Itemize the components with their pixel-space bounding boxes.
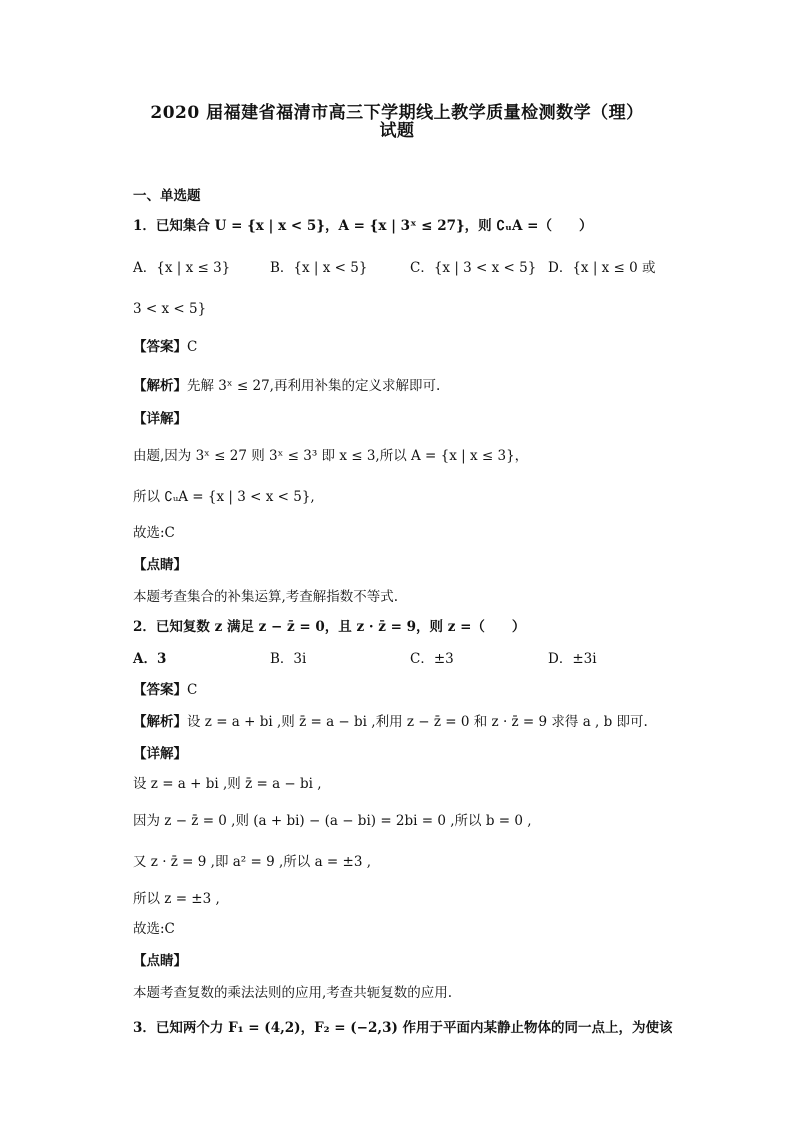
q1-detail-label: 【详解】 (133, 411, 187, 427)
q1-choose: 故选:C (133, 525, 175, 541)
q2-comment-label: 【点睛】 (133, 953, 187, 969)
analysis-text: 先解 3ˣ ≤ 27,再利用补集的定义求解即可. (187, 378, 441, 394)
q1-detail-line-1: 由题,因为 3ˣ ≤ 27 则 3ˣ ≤ 3³ 即 x ≤ 3,所以 A = {x | x ≤ 3}， (133, 448, 529, 464)
q2-option-a: A．3 (133, 651, 167, 667)
q2-detail-line-2: 因为 z − z̄ = 0 ,则 (a + bi) − (a − bi) = 2bi = 0 ,所以 b = 0 , (133, 813, 532, 829)
question-2-stem: 2．已知复数 z 满足 z − z̄ = 0，且 z · z̄ = 9，则 z =（ ） (133, 619, 526, 635)
analysis-label: 【解析】 (133, 378, 187, 394)
q1-option-d: D．{x | x ≤ 0 或 (548, 260, 656, 276)
q2-detail-line-1: 设 z = a + bi ,则 z̄ = a − bi , (133, 776, 322, 792)
q2-comment: 本题考查复数的乘法法则的应用,考查共轭复数的应用. (133, 985, 453, 1001)
answer-label: 【答案】 (133, 339, 187, 355)
q2-detail-label: 【详解】 (133, 746, 187, 762)
q2-option-b: B．3i (270, 651, 307, 667)
q2-option-c: C．±3 (410, 651, 454, 667)
q1-comment: 本题考查集合的补集运算,考查解指数不等式. (133, 589, 399, 605)
analysis-text: 设 z = a + bi ,则 z̄ = a − bi ,利用 z − z̄ = 0 和 z · z̄ = 9 求得 a , b 即可. (187, 714, 648, 730)
q1-option-a: A．{x | x ≤ 3} (133, 260, 231, 276)
q1-option-b: B．{x | x < 5} (270, 260, 368, 276)
q2-detail-line-4: 所以 z = ±3 , (133, 891, 220, 907)
answer-value: C (187, 339, 198, 355)
q1-answer (133, 338, 197, 356)
document-title-line2: 试题 (379, 121, 415, 141)
q2-analysis (133, 713, 648, 731)
q1-detail-line-2: 所以 ∁ᵤA = {x | 3 < x < 5}, (133, 489, 315, 505)
question-3-stem: 3．已知两个力 F₁ = (4,2)，F₂ = (−2,3) 作用于平面内某静止物体的同一点上，为使该 (133, 1020, 673, 1036)
question-1-stem: 1．已知集合 U = {x | x < 5}，A = {x | 3ˣ ≤ 27}，则 ∁ᵤA =（ ） (133, 218, 593, 234)
section-heading: 一、单选题 (133, 188, 201, 204)
q2-choose: 故选:C (133, 921, 175, 937)
q1-option-c: C．{x | 3 < x < 5} (410, 260, 537, 276)
answer-label: 【答案】 (133, 682, 187, 698)
q2-option-d: D．±3i (548, 651, 597, 667)
analysis-label: 【解析】 (133, 714, 187, 730)
q1-analysis (133, 377, 440, 395)
q1-option-d-continued: 3 < x < 5} (133, 301, 207, 317)
document-title-line1: 2020 届福建省福清市高三下学期线上教学质量检测数学（理） (150, 103, 644, 123)
q1-comment-label: 【点睛】 (133, 557, 187, 573)
q2-detail-line-3: 又 z · z̄ = 9 ,即 a² = 9 ,所以 a = ±3 , (133, 854, 371, 870)
q2-answer (133, 681, 197, 699)
answer-value: C (187, 682, 198, 698)
